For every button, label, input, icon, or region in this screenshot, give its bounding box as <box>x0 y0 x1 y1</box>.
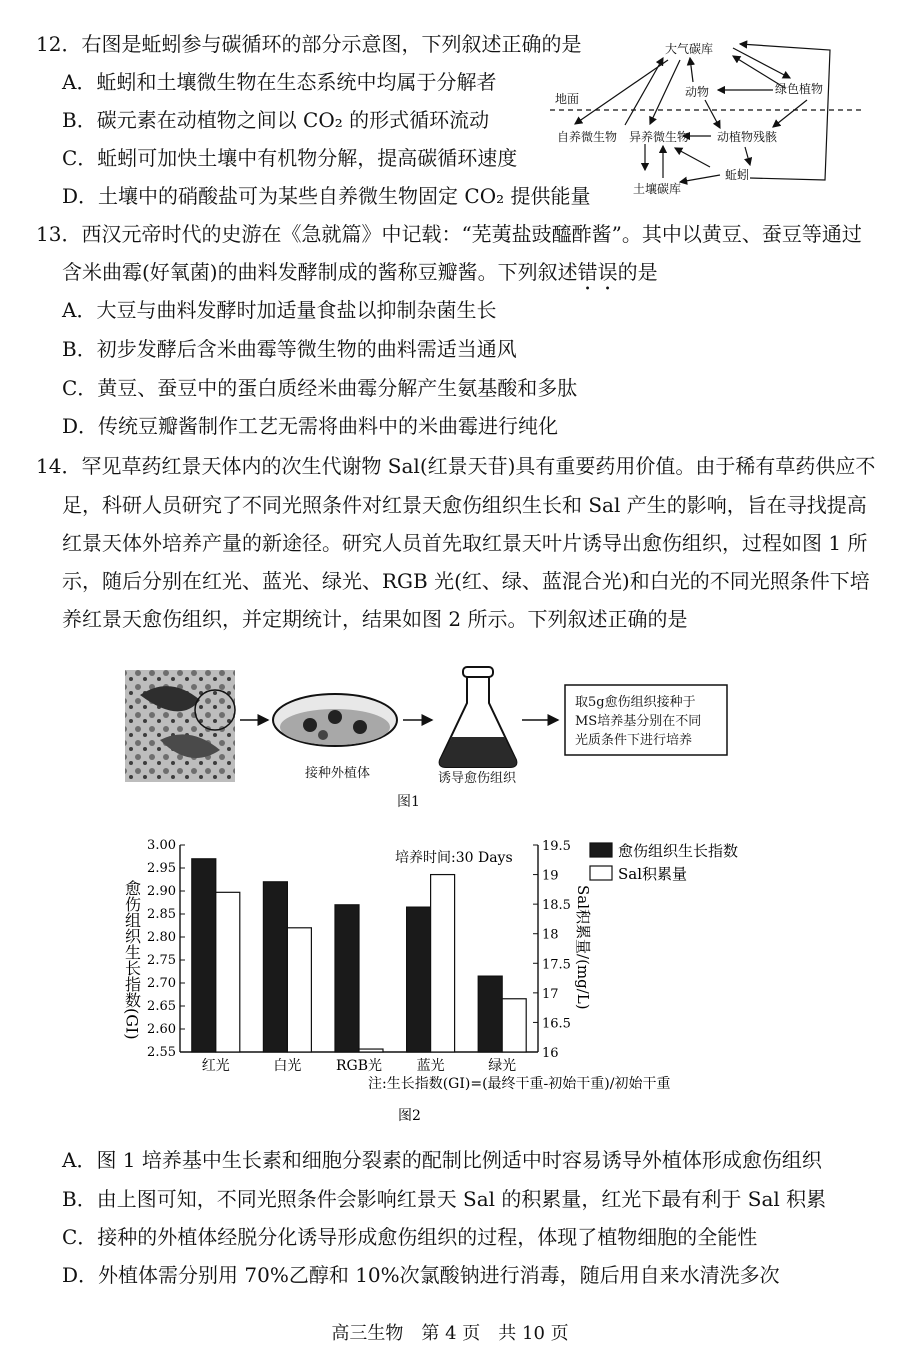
y-tick-label: 2.95 <box>147 861 176 876</box>
chart-annotation: 培养时间:30 Days <box>395 850 513 866</box>
y-tick-label: 2.75 <box>147 953 176 968</box>
y-axis-label: 愈伤组织生长指数(GI) <box>122 880 142 1040</box>
y-tick-label: 2.90 <box>147 884 176 899</box>
fig1-caption: 图1 <box>397 794 420 810</box>
q14-option-c[interactable]: C．接种的外植体经脱分化诱导形成愈伤组织的过程，体现了植物细胞的全能性 <box>62 1225 758 1249</box>
y2-tick-label: 18.5 <box>542 898 571 914</box>
legend-label-sal: Sal积累量 <box>618 865 688 883</box>
carbon-cycle-diagram <box>545 30 865 200</box>
q12-stem: 12．右图是蚯蚓参与碳循环的部分示意图，下列叙述正确的是 <box>36 32 582 56</box>
bar-growth-index <box>192 859 216 1052</box>
node-atmosphere: 大气碳库 <box>665 42 714 56</box>
q13-option-d[interactable]: D．传统豆瓣酱制作工艺无需将曲料中的米曲霉进行纯化 <box>62 414 559 438</box>
q14-stem-line1: 14．罕见草药红景天体内的次生代谢物 Sal(红景天苷)具有重要药用价值。由于稀有草药供应不 <box>36 454 876 478</box>
q13-emphasis: 错误 <box>577 260 618 284</box>
q14-option-d[interactable]: D．外植体需分别用 70%乙醇和 10%次氯酸钠进行消毒，随后用自来水清洗多次 <box>62 1263 780 1287</box>
y2-tick-label: 19.5 <box>542 839 571 854</box>
y2-tick-label: 17.5 <box>542 957 571 973</box>
leaf-photo <box>125 670 235 782</box>
node-animal: 动物 <box>685 85 710 99</box>
q12-option-c[interactable]: C．蚯蚓可加快土壤中有机物分解，提高碳循环速度 <box>62 146 518 170</box>
flask-icon <box>440 667 517 767</box>
q14-stem-line5: 养红景天愈伤组织，并定期统计，结果如图 2 所示。下列叙述正确的是 <box>62 607 688 631</box>
bar-sal <box>287 928 311 1052</box>
node-autotroph: 自养微生物 <box>557 130 618 144</box>
y-tick-label: 2.60 <box>147 1022 176 1037</box>
y-tick-label: 2.85 <box>147 907 176 922</box>
y2-tick-label: 16.5 <box>542 1016 571 1032</box>
node-ground: 地面 <box>555 92 580 106</box>
q12-option-b[interactable]: B．碳元素在动植物之间以 CO₂ 的形式循环流动 <box>62 108 490 132</box>
legend-swatch-sal <box>590 866 612 880</box>
q14-option-b[interactable]: B．由上图可知，不同光照条件会影响红景天 Sal 的积累量，红光下最有利于 Sal 积累 <box>62 1187 827 1211</box>
x-tick-label: 白光 <box>273 1058 302 1074</box>
legend-swatch-growth <box>590 843 612 857</box>
label-explant: 接种外植体 <box>305 766 371 781</box>
y-tick-label: 2.70 <box>147 976 176 991</box>
page-footer: 高三生物 第 4 页 共 10 页 <box>331 1323 569 1344</box>
q14-stem-line4: 示，随后分别在红光、蓝光、绿光、RGB 光(红、绿、蓝混合光)和白光的不同光照条件下培 <box>62 569 870 593</box>
label-callus: 诱导愈伤组织 <box>438 771 517 786</box>
q13-option-c[interactable]: C．黄豆、蚕豆中的蛋白质经米曲霉分解产生氨基酸和多肽 <box>62 376 578 400</box>
q14-option-a[interactable]: A．图 1 培养基中生长素和细胞分裂素的配制比例适中时容易诱导外植体形成愈伤组织 <box>62 1148 822 1172</box>
y-tick-label: 2.65 <box>147 999 176 1014</box>
q13-option-a[interactable]: A．大豆与曲料发酵时加适量食盐以抑制杂菌生长 <box>62 298 497 322</box>
figure-1 <box>120 655 740 820</box>
node-soil-carbon: 土壤碳库 <box>633 182 682 196</box>
node-residue: 动植物残骸 <box>717 130 778 144</box>
legend-label-growth: 愈伤组织生长指数 <box>618 842 739 860</box>
bar-sal <box>359 1049 383 1052</box>
q12-option-d[interactable]: D．土壤中的硝酸盐可为某些自养微生物固定 CO₂ 提供能量 <box>62 184 591 208</box>
figure-2-chart <box>110 830 790 1130</box>
q13-option-b[interactable]: B．初步发酵后含米曲霉等微生物的曲料需适当通风 <box>62 337 517 361</box>
y2-tick-label: 19 <box>542 868 559 884</box>
bar-growth-index <box>263 882 287 1052</box>
y2-axis-label: Sal积累量/(mg/L) <box>574 885 592 1010</box>
node-earthworm: 蚯蚓 <box>725 168 750 182</box>
q13-stem-line1: 13．西汉元帝时代的史游在《急就篇》中记载：“芜荑盐豉醯酢酱”。其中以黄豆、蚕豆等通过 <box>36 222 862 246</box>
q13-stem-line2: 含米曲霉(好氧菌)的曲料发酵制成的酱称豆瓣酱。下列叙述错误的是 <box>62 260 658 284</box>
x-tick-label: 蓝光 <box>416 1058 445 1074</box>
fig2-caption: 图2 <box>398 1108 421 1124</box>
q12-option-a[interactable]: A．蚯蚓和土壤微生物在生态系统中均属于分解者 <box>62 70 497 94</box>
y-tick-label: 2.55 <box>147 1045 176 1060</box>
y-tick-label: 2.80 <box>147 930 176 945</box>
fig1-box-line1: 取5g愈伤组织接种于 <box>575 695 696 710</box>
q14-stem-line2: 足，科研人员研究了不同光照条件对红景天愈伤组织生长和 Sal 产生的影响，旨在寻找提高 <box>62 493 867 517</box>
y2-tick-label: 17 <box>542 986 559 1002</box>
q14-stem-line3: 红景天体外培养产量的新途径。研究人员首先取红景天叶片诱导出愈伤组织，过程如图 1 所 <box>62 531 868 555</box>
y-tick-label: 3.00 <box>147 838 176 853</box>
node-green-plant: 绿色植物 <box>775 82 824 96</box>
x-tick-label: 绿光 <box>488 1058 517 1074</box>
y2-tick-label: 18 <box>542 927 559 943</box>
x-tick-label: 红光 <box>201 1058 230 1074</box>
chart-note: 注:生长指数(GI)=(最终干重-初始干重)/初始干重 <box>368 1076 671 1092</box>
x-tick-label: RGB光 <box>335 1058 383 1074</box>
fig1-box-line2: MS培养基分别在不同 <box>575 714 702 729</box>
bar-sal <box>431 875 455 1052</box>
bar-growth-index <box>335 905 359 1052</box>
bar-growth-index <box>478 976 502 1052</box>
fig1-box-line3: 光质条件下进行培养 <box>575 733 693 748</box>
node-heterotroph: 异养微生物 <box>629 130 690 144</box>
bar-sal <box>216 892 240 1052</box>
y2-tick-label: 16 <box>542 1046 559 1061</box>
bar-sal <box>502 999 526 1052</box>
bar-growth-index <box>407 907 431 1052</box>
